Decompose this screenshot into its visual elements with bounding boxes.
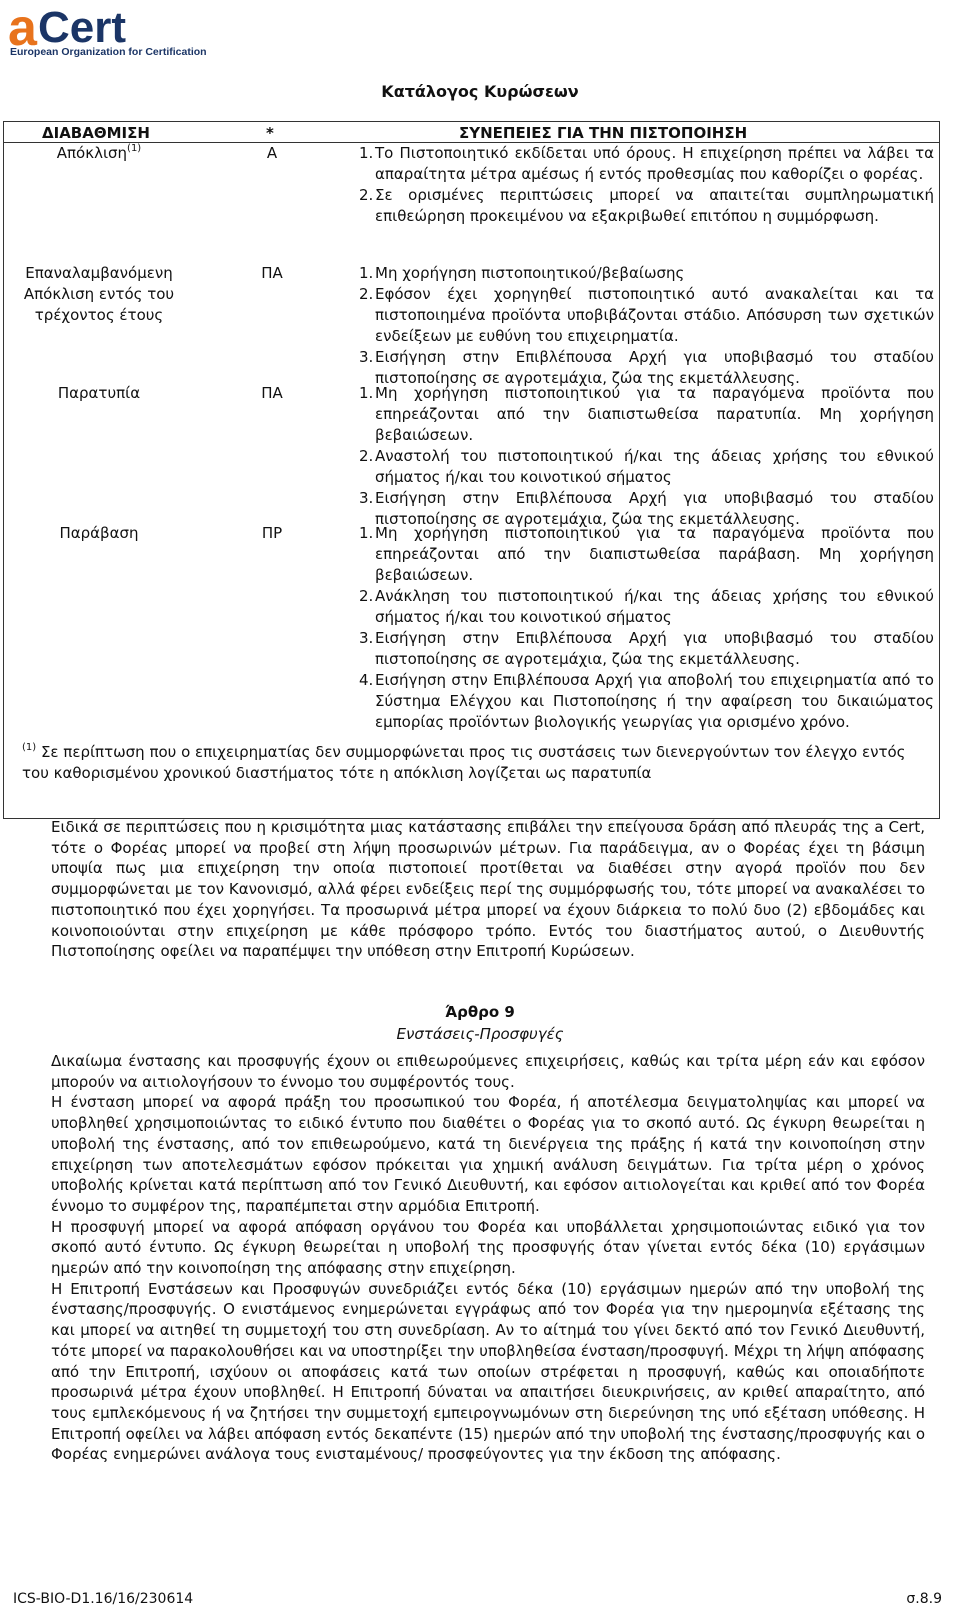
header-symbol: *: [266, 124, 274, 142]
list-item: 1. Μη χορήγηση πιστοποιητικού/βεβαίωσης: [359, 264, 685, 282]
list-item: 3. Εισήγηση στην Επιβλέπουσα Αρχή για υποβιβασμό του σταδίου πιστοποίησης σε αγροτεμάχια, ζώα της εκμετάλλευσης.: [359, 348, 934, 387]
row-degree: Παρατυπία: [57, 384, 141, 402]
row-symbol: ΠΡ: [261, 524, 283, 542]
article-body: [13, 1051, 925, 1465]
logo-tagline: European Organization for Certification: [10, 46, 207, 58]
list-item: 2. Ανάκληση του πιστοποιητικού ή/και της άδειας χρήσης του εθνικού σήματος ή/και του κοινοτικού σήματος: [359, 587, 934, 626]
list-item: 1. Μη χορήγηση πιστοποιητικού για τα παραγόμενα προϊόντα που επηρεάζονται από την διαπιστωθείσα παράβαση. Μη χορήγηση βεβαιώσεων.: [359, 524, 934, 584]
list-item: 2. Σε ορισμένες περιπτώσεις μπορεί να απαιτείται συμπληρωματική επιθεώρηση προκειμένου να εξακριβωθεί επιτόπου η συμμόρφωση.: [359, 186, 934, 225]
row-consequences: [337, 523, 934, 733]
row-degree: Απόκλιση$^{(1)}$: [56, 143, 142, 162]
article-title: Άρθρο 9: [445, 1003, 515, 1021]
row-symbol: Α: [266, 144, 278, 162]
sanctions-list-title: Κατάλογος Κυρώσεων: [381, 82, 579, 101]
footnote-ref: (1): [127, 143, 142, 154]
row-symbol: ΠΑ: [261, 264, 283, 282]
list-item: 3. Εισήγηση στην Επιβλέπουσα Αρχή για υποβιβασμό του σταδίου πιστοποίησης σε αγροτεμάχια, ζώα της εκμετάλλευσης.: [359, 629, 934, 668]
row-consequences: [337, 383, 934, 530]
acert-logo: [8, 0, 207, 60]
list-item: 2. Εφόσον έχει χορηγηθεί πιστοποιητικό αυτό ανακαλείται και τα πιστοποιημένα προϊόντα υποβιβάζονται στάδιο. Απόσυρση των σχετικών ενδείξεων με ευθύνη του επιχειρηματία.: [359, 285, 934, 345]
sanctions-table: [3, 121, 940, 819]
row-consequences: [337, 263, 934, 389]
paragraph: Η Επιτροπή Ενστάσεων και Προσφυγών συνεδριάζει εντός δέκα (10) εργάσιμων ημερών από την υποβολή της ένστασης/προσφυγής. Ο ενιστάμενος ενημερώνεται εγγράφως από τον Φορέα για την ημερομηνία εξέτασης της και μπορεί να αιτηθεί τη συμμετοχή του στη συνεδρίαση. Αν το αίτημά του γίνει δεκτό από τον Γενικό Διευθυντή, τότε μπορεί να παρακολουθήσει και να υποστηρίξει την υποβληθείσα ένσταση/προσφυγή. Μέχρι τη λήψη απόφασης από την Επιτροπή, ισχύουν οι αποφάσεις κατά των οποίων στρέφεται η προσφυγή, καθώς και οποιαδήποτε προσωρινά μέτρα έχουν υποβληθεί. Η Επιτροπή δύναται να απαιτήσει διευκρινήσεις, αν κριθεί απαραίτητο, από τους εμπλεκόμενους ή να ζητήσει την συμμετοχή εμπειρογνωμόνων στη διερεύνηση της υπό εξέταση υπόθεσης. Η Επιτροπή οφείλει να λάβει απόφαση εντός δεκαπέντε (15) ημερών από την υποβολή της ένστασης/προσφυγής και ο Φορέας ενημερώνει ανάλογα τους ενισταμένους/ προσφεύγοντες για την έκδοση της απόφασης.: [51, 1279, 925, 1464]
list-item: 3. Εισήγηση στην Επιβλέπουσα Αρχή για υποβιβασμό του σταδίου πιστοποίησης σε αγροτεμάχια, ζώα της εκμετάλλευσης.: [359, 489, 934, 528]
paragraph: Δικαίωμα ένστασης και προσφυγής έχουν οι επιθεωρούμενες επιχειρήσεις, καθώς και τρίτα μέρη εάν και εφόσον μπορούν να αιτιολογήσουν το έννομο του συμφέροντός τους.: [51, 1052, 925, 1091]
logo-word: Cert: [38, 3, 127, 52]
paragraph: Η προσφυγή μπορεί να αφορά απόφαση οργάνου του Φορέα και υποβάλλεται χρησιμοποιώντας ειδικό για τον σκοπό αυτό έντυπο. Ως έγκυρη θεωρείται η υποβολή της προσφυγής όταν γίνεται εντός δέκα (10) εργάσιμων ημερών από την κοινοποίηση της απόφασης στην επιχείρηση.: [51, 1217, 925, 1278]
list-item: 1. Το Πιστοποιητικό εκδίδεται υπό όρους. Η επιχείρηση πρέπει να λάβει τα απαραίτητα μέτρα αμέσως ή εντός προθεσμίας που καθορίζει ο φορέας.: [359, 144, 934, 183]
page-number: σ.8.9: [906, 1591, 942, 1607]
footnote-marker: (1): [22, 742, 37, 753]
row-consequences: [337, 143, 934, 227]
article-subtitle: Ενστάσεις-Προσφυγές: [396, 1025, 564, 1043]
table-footnote: [22, 742, 932, 784]
logo-mark: a: [8, 0, 37, 57]
table-header: [4, 122, 939, 143]
footnote-text: Σε περίπτωση που ο επιχειρηματίας δεν συμμορφώνεται προς τις συστάσεις των διενεργούντων τον έλεγχο εντός του καθορισμένου χρονικού διαστήματος τότε η απόκλιση λογίζεται ως παρατυπία: [22, 743, 906, 782]
row-degree: Παράβαση: [59, 524, 139, 542]
header-consequences: ΣΥΝΕΠΕΙΕΣ ΓΙΑ ΤΗΝ ΠΙΣΤΟΠΟΙΗΣΗ: [459, 124, 748, 142]
list-item: 2. Αναστολή του πιστοποιητικού ή/και της άδειας χρήσης του εθνικού σήματος ή/και του κοινοτικού σήματος: [359, 447, 934, 486]
list-item: 1. Μη χορήγηση πιστοποιητικού για τα παραγόμενα προϊόντα που επηρεάζονται από την διαπιστωθείσα παρατυπία. Μη χορήγηση βεβαιώσεων.: [359, 384, 934, 444]
paragraph: Η ένσταση μπορεί να αφορά πράξη του προσωπικού του Φορέα, ή αποτέλεσμα δειγματοληψίας και μπορεί να υποβληθεί χρησιμοποιώντας το ειδικό έντυπο που διαθέτει ο Φορέας για το σκοπό αυτό. Ως έγκυρη θεωρείται η υποβολή της ένστασης, από τον επιθεωρούμενο, κατά τη διενέργεια της πράξης ή κατά την κοινοποίηση στην επιχείρηση των αποτελεσμάτων εφόσον πρόκειται για χημική ανάλυση δειγμάτων. Για τρίτα μέρη ο χρόνος υποβολής κρίνεται κατά περίπτωση από τον Γενικό Διευθυντή, και εφόσον αιτιολογείται και κριθεί από τον Φορέα έννομο το συμφέρον της, παραπέμπεται στην αρμόδια Επιτροπή.: [51, 1093, 925, 1215]
header-degree: ΔΙΑΒΑΘΜΙΣΗ: [42, 124, 150, 142]
row-symbol: ΠΑ: [261, 384, 283, 402]
list-item: 4. Εισήγηση στην Επιβλέπουσα Αρχή για αποβολή του επιχειρηματία από το Σύστημα Ελέγχου και Πιστοποίησης ή την αφαίρεση του δικαιώματος εμπορίας προϊόντων βιολογικής γεωργίας για ορισμένο χρόνο.: [359, 671, 934, 731]
row-degree: Επαναλαμβανόμενη Απόκλιση εντός του τρέχοντος έτους: [23, 264, 175, 324]
intro-paragraph: Ειδικά σε περιπτώσεις που η κρισιμότητα μιας κατάστασης επιβάλει την επείγουσα δράση από πλευράς της a Cert, τότε ο Φορέας μπορεί να προβεί στη λήψη προσωρινών μέτρων. Για παράδειγμα, αν ο Φορέας έχει τη βάσιμη υποψία πως μια επιχείρηση την οποία πιστοποιεί προτίθεται να διαθέσει στην αγορά προϊόν που δεν συμμορφώνεται με τον Κανονισμό, αλλά φέρει ενδείξεις περί της συμμόρφωσής του, τότε μπορεί να ανακαλέσει το πιστοποιητικό που έχει χορηγήσει. Τα προσωρινά μέτρα μπορεί να έχουν διάρκεια το πολύ δυο (2) εβδομάδες και κοινοποιούνται στην επιχείρηση με κάθε πρόσφορο τρόπο. Εντός του διαστήματος αυτού, ο Διευθυντής Πιστοποίησης οφείλει να παραπέμψει την υπόθεση στην Επιτροπή Κυρώσεων.: [51, 818, 925, 961]
document-code: ICS-BIO-D1.16/16/230614: [13, 1591, 194, 1607]
